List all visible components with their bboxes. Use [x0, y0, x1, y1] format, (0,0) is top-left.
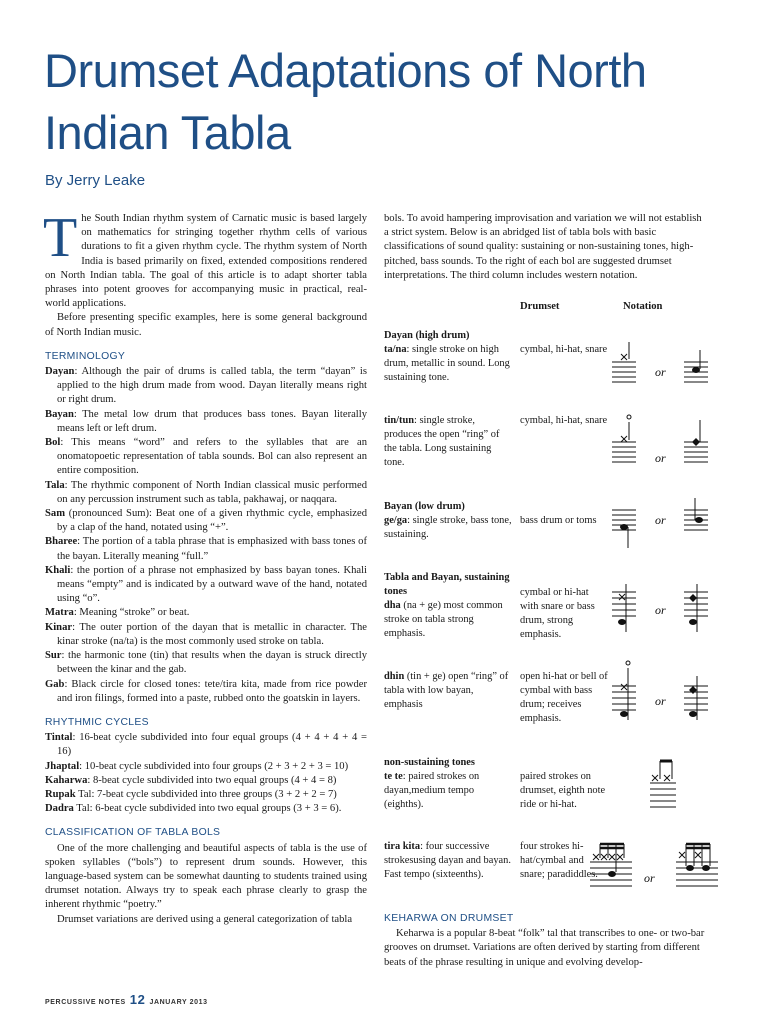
notation-dhin [608, 660, 718, 724]
classification-heading: CLASSIFICATION OF TABLA BOLS [45, 827, 221, 839]
term-name: Gab [45, 678, 65, 690]
bol-row-te-te [384, 756, 512, 812]
bol-row-dhin [384, 670, 512, 712]
term-item [45, 408, 367, 436]
intro-paragraph-2: Before presenting specific examples, here is some general background of North Indian music. [45, 312, 367, 338]
term-def: (pronounced Sum): Beat one of a given rhythmic cycle, emphasized by a clap of the hand, notated using “+”. [57, 508, 367, 534]
bol-row-tin-tun [384, 414, 512, 470]
or-label: or [644, 871, 655, 885]
or-label: or [655, 451, 666, 465]
row-group-header: Bayan (low drum) [384, 501, 465, 512]
bol-name: tira kita [384, 841, 421, 852]
term-name: Kinar [45, 621, 73, 633]
column-header-drumset: Drumset [520, 301, 560, 312]
bol-row-ge-ga [384, 500, 512, 542]
cycle-name: Tintal [45, 732, 73, 744]
classification-paragraph-2: Drumset variations are derived using a general categorization of tabla [57, 913, 353, 925]
term-def: : The rhythmic component of North Indian classical music performed on any percussion instrument such as tabla, pakhawaj, or naqqara. [57, 479, 367, 505]
cycle-item [45, 760, 367, 774]
keharwa-paragraph: Keharwa is a popular 8-beat “folk” tal that transcribes to one- or two-bar grooves on drumset. Variations are often derived by starting from different beats of the phrase resulting in unique and evolving develop- [384, 928, 705, 968]
bol-desc: (na + ge) most common stroke on tabla strong emphasis. [384, 600, 503, 639]
cycle-def: : 16-beat cycle subdivided into four equal groups (4 + 4 + 4 + 4 = 16) [57, 732, 367, 758]
notation-tira-kita [586, 836, 726, 900]
cycle-def: : 8-beat cycle subdivided into two equal groups (4 + 4 = 8) [87, 774, 337, 786]
cycle-def: Tal: 6-beat cycle subdivided into two equal groups (3 + 3 = 6). [73, 803, 342, 815]
cycle-name: Rupak [45, 788, 76, 800]
term-def: : Black circle for closed tones: tete/tira kita, made from rice powder and iron filings, formed into a paste, rubbed onto the goatskin in layers. [57, 678, 367, 704]
issue-date: JANUARY 2013 [149, 999, 208, 1006]
notation-dha [608, 580, 718, 644]
term-def: : the harmonic tone (tin) that results when the dayan is struck directly between the kinar and the gab. [57, 650, 367, 676]
cycle-item [45, 788, 367, 802]
term-item [45, 479, 367, 507]
term-def: : Meaning “stroke” or beat. [73, 607, 190, 619]
notation-ge-ga [608, 496, 718, 560]
page-footer [45, 992, 208, 1007]
drop-cap: T [43, 207, 78, 269]
term-name: Sam [45, 508, 66, 520]
magazine-name: PERCUSSIVE NOTES [45, 999, 126, 1006]
term-item [45, 564, 367, 607]
term-def: : Although the pair of drums is called tabla, the term “dayan” is applied to the high drum made from wood. Dayan literally means right or right drum. [57, 366, 367, 406]
bol-desc: : single stroke, produces the open “ring” of the tabla. Long sustaining tone. [384, 415, 500, 468]
drumset-interpretation: cymbal, hi-hat, snare [520, 415, 608, 426]
term-item [45, 678, 367, 706]
bol-name: ta/na [384, 344, 407, 355]
notation-ta-na [608, 332, 718, 396]
drumset-interpretation: bass drum or toms [520, 515, 597, 526]
term-name: Khali [45, 564, 71, 576]
term-def: : This means “word” and refers to the syllables that are an onomatopoetic representation of tabla sounds. Bol can also represent an entire composition. [57, 437, 367, 477]
or-label: or [655, 694, 666, 708]
article-title: Drumset Adaptations of North Indian Tabla [44, 44, 647, 159]
drumset-interpretation: four strokes hi-hat/cymbal and snare; paradiddles. [520, 841, 598, 880]
drumset-interpretation: paired strokes on drumset, eighth note ride or hi-hat. [520, 771, 606, 810]
cycles-heading: RHYTHMIC CYCLES [45, 716, 149, 728]
right-column-intro: bols. To avoid hampering improvisation and variation we will not establish a strict system. Below is an abridged list of tabla bols with basic classifications of sound quality: sustaining or non-sustaining tones, high-pitched, bass sounds. To the right of each bol are suggested drumset interpretations. The third column includes western notation. [384, 213, 702, 281]
terminology-heading: TERMINOLOGY [45, 350, 126, 362]
term-name: Matra [45, 607, 74, 619]
term-def: : The outer portion of the dayan that is metallic in character. The kinar stroke (na/ta) is the most commonly used stroke on tabla. [57, 621, 367, 647]
row-group-header: non-sustaining tones [384, 757, 475, 768]
bol-name: te te [384, 771, 403, 782]
left-column [43, 207, 367, 927]
or-label: or [655, 365, 666, 379]
drumset-interpretation: open hi-hat or bell of cymbal with bass drum; receives emphasis. [520, 671, 608, 724]
cycle-def: Tal: 7-beat cycle subdivided into three groups (3 + 2 + 2 = 7) [75, 788, 337, 800]
drumset-interpretation: cymbal, hi-hat, snare [520, 344, 608, 355]
cycle-name: Kaharwa [45, 774, 88, 786]
drumset-interpretation: cymbal or hi-hat with snare or bass drum, strong emphasis. [520, 587, 595, 640]
intro-text: he South Indian rhythm system of Carnatic music is based largely on mathematics for stringing together rhythm cells of various durations to fit a given rhythm cycle. The rhythm system of North India is based primarily on fixed, extended compositions rendered on North Indian tabla. The goal of this article is to adapt shorter tabla phrases into potent grooves for accompanying music in practical, real-world applications. [45, 213, 367, 310]
classification-paragraph: One of the more challenging and beautiful aspects of tabla is the use of spoken syllables (“bols”) to represent drum sounds. However, this language-based system can be somewhat daunting to students trained using drumset notation. Always try to speak each phrase clearly to grasp the inherent rhythmic “poetry.” [45, 842, 367, 911]
bol-desc: (tin + ge) open “ring” of tabla with low bayan, emphasis [384, 671, 509, 710]
bol-row-dha [384, 571, 512, 641]
terminology-list [45, 365, 367, 706]
term-def: : the portion of a phrase not emphasized by bass bayan tones. Khali means “empty” and is indicated by a outward wave of the hand, notated using “o”. [57, 564, 367, 605]
row-group-header: Dayan (high drum) [384, 330, 470, 341]
bol-name: tin/tun [384, 415, 415, 426]
keharwa-heading: KEHARWA ON DRUMSET [384, 913, 514, 924]
bol-row-tira-kita [384, 840, 512, 882]
page-number: 12 [129, 992, 146, 1007]
term-item [45, 606, 367, 620]
term-item [45, 535, 367, 563]
bol-name: dha [384, 600, 401, 611]
bol-desc: : single stroke, bass tone, sustaining. [384, 515, 512, 540]
term-name: Tala [45, 479, 65, 491]
cycle-name: Jhaptal [45, 760, 80, 772]
term-item [45, 365, 367, 408]
bol-row-ta-na [384, 329, 512, 385]
term-name: Bol [45, 437, 61, 449]
term-item [45, 621, 367, 649]
bol-name: ge/ga [384, 515, 408, 526]
or-label: or [655, 603, 666, 617]
cycle-item [45, 731, 367, 759]
cycle-def: : 10-beat cycle subdivided into four groups (2 + 3 + 2 + 3 = 10) [79, 760, 349, 772]
term-item [45, 649, 367, 677]
bol-desc: : paired strokes on dayan,medium tempo (eighths). [384, 771, 480, 810]
term-name: Bayan [45, 408, 74, 420]
cycle-item [45, 774, 367, 788]
notation-te-te [608, 755, 718, 819]
term-def: : The portion of a tabla phrase that is emphasized with bass tones of the bayan. Literally meaning “full.” [57, 536, 367, 562]
notation-tin-tun [608, 412, 718, 476]
or-label: or [655, 513, 666, 527]
bol-name: dhin [384, 671, 405, 682]
cycle-item [45, 802, 367, 816]
keharwa-section [384, 912, 706, 970]
term-def: : The metal low drum that produces bass tones. Bayan literally means left or left drum. [57, 408, 367, 434]
row-group-header: Tabla and Bayan, sustaining tones [384, 572, 510, 597]
intro-paragraph [43, 207, 367, 311]
column-header-notation: Notation [623, 301, 663, 312]
bol-desc: : four successive strokesusing dayan and bayan. Fast tempo (sixteenths). [384, 841, 511, 880]
cycles-list [45, 731, 367, 816]
term-name: Sur [45, 650, 62, 662]
term-item [45, 507, 367, 535]
bol-desc: : single stroke on high drum, metallic in sound. Long sustaining tone. [384, 344, 510, 383]
byline: By Jerry Leake [45, 172, 146, 189]
cycle-name: Dadra [45, 803, 74, 815]
term-item [45, 436, 367, 479]
term-name: Dayan [45, 366, 75, 378]
term-name: Bharee [45, 536, 78, 548]
